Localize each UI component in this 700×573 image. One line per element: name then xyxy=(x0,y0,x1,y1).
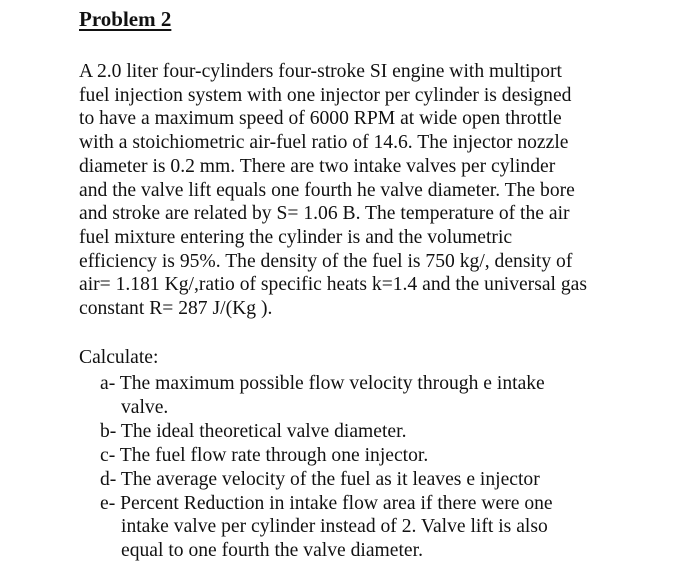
statement-line: efficiency is 95%. The density of the fuel is 750 kg/, density of xyxy=(79,250,573,272)
problem-title: Problem 2 xyxy=(79,7,172,31)
calculate-label: Calculate: xyxy=(79,347,159,368)
question-text: c- The fuel flow rate through one injector. xyxy=(100,444,429,466)
problem-statement xyxy=(79,60,679,321)
question-text-continued: equal to one fourth the valve diameter. xyxy=(121,540,423,562)
question-text: e- Percent Reduction in intake flow area if there were one xyxy=(100,492,553,514)
question-item-a xyxy=(100,372,680,420)
question-item-b xyxy=(100,420,680,444)
question-text: a- The maximum possible flow velocity through e intake xyxy=(100,373,545,394)
question-text: b- The ideal theoretical valve diameter. xyxy=(100,420,407,442)
question-item-c xyxy=(100,444,680,468)
question-list xyxy=(100,372,680,563)
statement-line: fuel mixture entering the cylinder is and the volumetric xyxy=(79,226,513,248)
statement-line: to have a maximum speed of 6000 RPM at wide open throttle xyxy=(79,108,562,130)
statement-line: diameter is 0.2 mm. There are two intake valves per cylinder xyxy=(79,155,556,177)
statement-line: constant R= 287 J/(Kg ). xyxy=(79,298,273,320)
statement-line: fuel injection system with one injector per cylinder is designed xyxy=(79,84,572,106)
statement-line: with a stoichiometric air-fuel ratio of 14.6. The injector nozzle xyxy=(79,132,569,154)
question-text-continued: intake valve per cylinder instead of 2. Valve lift is also xyxy=(121,516,548,538)
question-text-continued: valve. xyxy=(121,396,169,418)
statement-line: and stroke are related by S= 1.06 B. The temperature of the air xyxy=(79,203,570,225)
question-item-d xyxy=(100,468,680,492)
question-item-e xyxy=(100,492,680,564)
question-text: d- The average velocity of the fuel as it leaves e injector xyxy=(100,468,540,490)
statement-line: A 2.0 liter four-cylinders four-stroke SI engine with multiport xyxy=(79,61,562,82)
statement-line: air= 1.181 Kg/,ratio of specific heats k=1.4 and the universal gas xyxy=(79,274,587,296)
statement-line: and the valve lift equals one fourth he valve diameter. The bore xyxy=(79,179,575,201)
